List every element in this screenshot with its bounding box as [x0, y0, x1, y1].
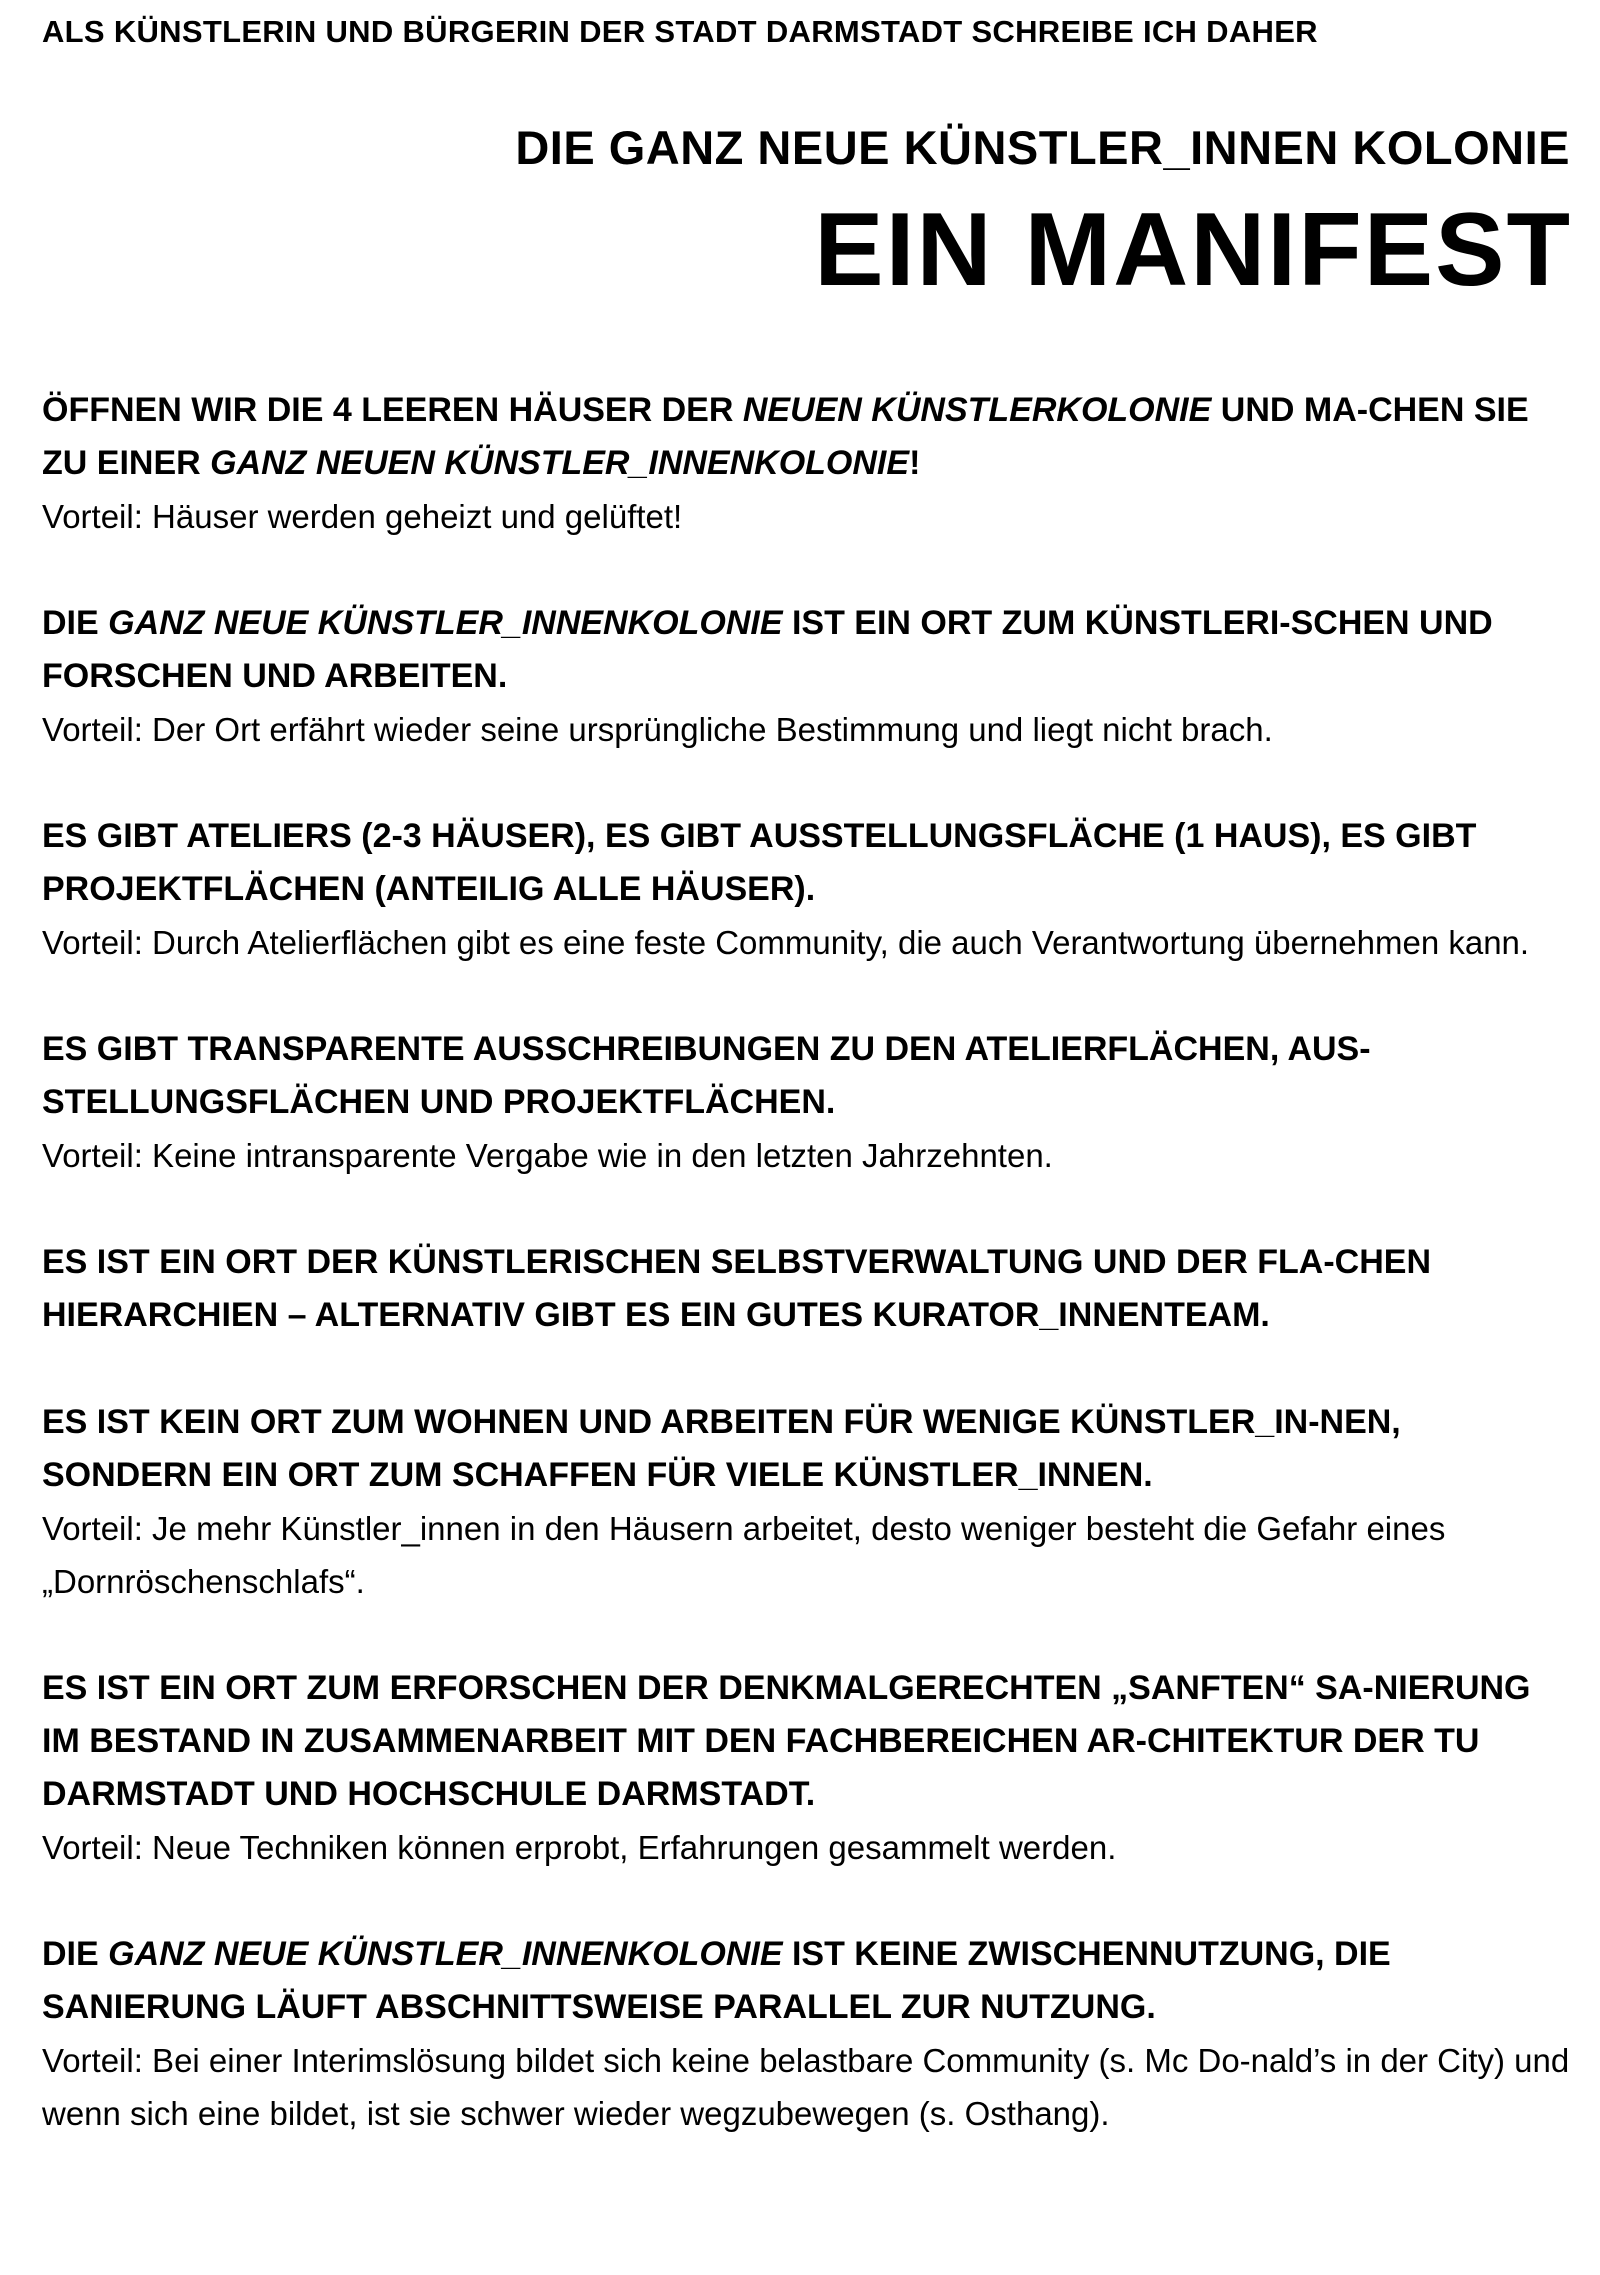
- manifest-point: [42, 1928, 1572, 2140]
- point-benefit: Vorteil: Keine intransparente Vergabe wie in den letzten Jahrzehnten.: [42, 1137, 1053, 1174]
- point-claim: [42, 1023, 1572, 1129]
- claim-text: ES IST KEIN ORT ZUM WOHNEN UND ARBEITEN FÜR WENIGE KÜNSTLER_IN-NEN, SONDERN EIN ORT ZUM SCHAFFEN FÜR VIELE KÜNSTLER_INNEN.: [42, 1403, 1401, 1494]
- manifest-point: [42, 1396, 1572, 1608]
- point-claim: [42, 384, 1572, 490]
- document-title: EIN MANIFEST: [814, 192, 1572, 308]
- claim-emphasis: GANZ NEUE KÜNSTLER_INNENKOLONIE: [108, 1935, 783, 1973]
- intro-line: ALS KÜNSTLERIN UND BÜRGERIN DER STADT DARMSTADT SCHREIBE ICH DAHER: [42, 14, 1318, 49]
- point-benefit: Vorteil: Häuser werden geheizt und gelüftet!: [42, 498, 683, 535]
- manifest-point: [42, 1236, 1572, 1342]
- point-claim: [42, 597, 1572, 703]
- claim-text: ES IST EIN ORT ZUM ERFORSCHEN DER DENKMALGERECHTEN „SANFTEN“ SA-NIERUNG IM BESTAND IN ZUSAMMENARBEIT MIT DEN FACHBEREICHEN AR-CHITEKTUR DER TU DARMSTADT UND HOCHSCHULE DARMSTADT.: [42, 1669, 1531, 1813]
- point-benefit: Vorteil: Durch Atelierflächen gibt es eine feste Community, die auch Verantwortung übernehmen kann.: [42, 924, 1530, 961]
- point-claim: [42, 1928, 1572, 2034]
- claim-text: DIE: [42, 604, 109, 642]
- point-benefit: Vorteil: Der Ort erfährt wieder seine ursprüngliche Bestimmung und liegt nicht brach.: [42, 711, 1273, 748]
- manifest-point: [42, 597, 1572, 756]
- claim-text: IST EIN ORT ZUM KÜNSTLERI-SCHEN UND FORSCHEN UND ARBEITEN.: [42, 604, 1493, 695]
- point-claim: [42, 1662, 1572, 1821]
- claim-text: ES IST EIN ORT DER KÜNSTLERISCHEN SELBSTVERWALTUNG UND DER FLA-CHEN HIERARCHIEN – ALTERNATIV GIBT ES EIN GUTES KURATOR_INNENTEAM.: [42, 1243, 1432, 1334]
- point-benefit: Vorteil: Bei einer Interimslösung bildet sich keine belastbare Community (s. Mc Do-nald’s in der City) und wenn sich eine bildet, ist sie schwer wieder wegzubewegen (s. Osthang).: [42, 2042, 1570, 2132]
- manifest-point: [42, 1662, 1572, 1874]
- claim-text: UND MA-CHEN SIE ZU EINER: [42, 391, 1529, 482]
- claim-emphasis: GANZ NEUEN KÜNSTLER_INNENKOLONIE: [210, 444, 910, 482]
- manifest-point: [42, 1023, 1572, 1182]
- claim-emphasis: NEUEN KÜNSTLERKOLONIE: [742, 391, 1212, 429]
- claim-text: !: [909, 444, 921, 482]
- claim-text: ES GIBT TRANSPARENTE AUSSCHREIBUNGEN ZU DEN ATELIERFLÄCHEN, AUS-STELLUNGSFLÄCHEN UND PROJEKTFLÄCHEN.: [42, 1030, 1371, 1121]
- claim-text: DIE: [42, 1935, 109, 1973]
- document-subtitle: DIE GANZ NEUE KÜNSTLER_INNEN KOLONIE: [515, 121, 1570, 174]
- manifest-point: [42, 384, 1572, 543]
- claim-text: ES GIBT ATELIERS (2-3 HÄUSER), ES GIBT AUSSTELLUNGSFLÄCHE (1 HAUS), ES GIBT PROJEKTFLÄCHEN (ANTEILIG ALLE HÄUSER).: [42, 817, 1477, 908]
- claim-emphasis: GANZ NEUE KÜNSTLER_INNENKOLONIE: [108, 604, 783, 642]
- point-claim: [42, 810, 1572, 916]
- point-claim: [42, 1396, 1572, 1502]
- manifest-point: [42, 810, 1572, 969]
- point-claim: [42, 1236, 1572, 1342]
- point-benefit: Vorteil: Je mehr Künstler_innen in den Häusern arbeitet, desto weniger besteht die Gefahr eines „Dornröschenschlafs“.: [42, 1510, 1446, 1600]
- manifest-points: [42, 384, 1572, 2194]
- point-benefit: Vorteil: Neue Techniken können erprobt, Erfahrungen gesammelt werden.: [42, 1829, 1117, 1866]
- claim-text: ÖFFNEN WIR DIE 4 LEEREN HÄUSER DER: [42, 391, 743, 429]
- claim-text: IST KEINE ZWISCHENNUTZUNG, DIE SANIERUNG LÄUFT ABSCHNITTSWEISE PARALLEL ZUR NUTZUNG.: [42, 1935, 1391, 2026]
